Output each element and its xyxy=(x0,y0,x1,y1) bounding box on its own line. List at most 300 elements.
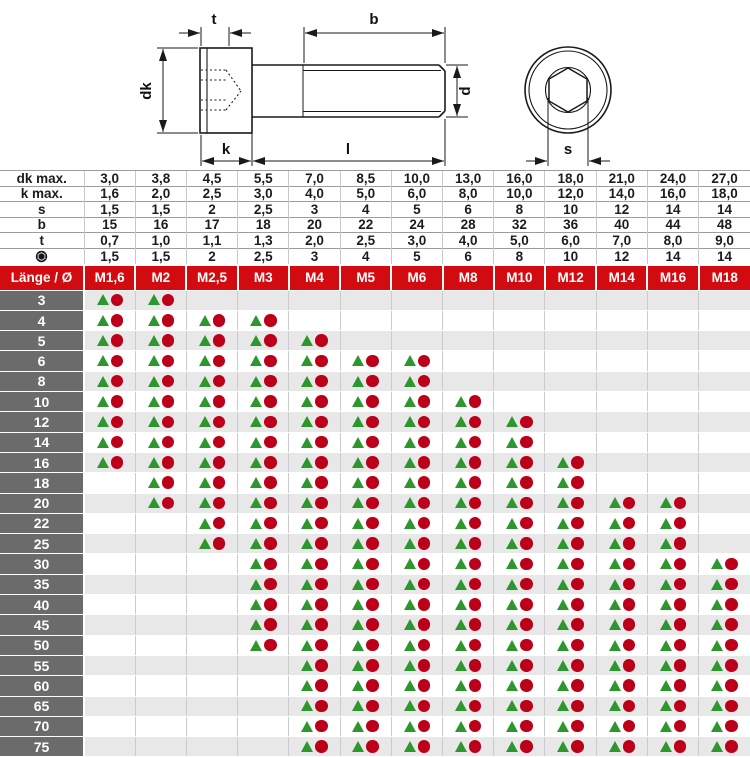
availability-cell xyxy=(699,655,750,675)
availability-markers xyxy=(660,618,687,631)
circle-icon xyxy=(725,578,738,591)
circle-icon xyxy=(418,700,431,713)
dimension-value: 14 xyxy=(699,248,750,264)
circle-icon xyxy=(315,558,328,571)
triangle-icon xyxy=(506,518,518,529)
availability-cell xyxy=(647,635,698,655)
circle-icon xyxy=(213,537,226,550)
circle-icon xyxy=(469,618,482,631)
availability-cell xyxy=(186,635,237,655)
dimension-label: dk max. xyxy=(0,171,84,187)
length-label: 75 xyxy=(0,737,84,757)
availability-cell xyxy=(545,655,596,675)
availability-cell xyxy=(135,331,186,351)
availability-markers xyxy=(660,517,687,530)
dimension-value: 18,0 xyxy=(699,186,750,202)
availability-cell xyxy=(596,310,647,330)
dimension-value: 6,0 xyxy=(545,233,596,249)
availability-cell xyxy=(340,655,391,675)
availability-cell xyxy=(647,371,698,391)
dimension-label-icon-cell xyxy=(0,248,84,264)
triangle-icon xyxy=(97,376,109,387)
length-row xyxy=(0,432,750,452)
length-label: 40 xyxy=(0,595,84,615)
availability-cell xyxy=(443,331,494,351)
availability-markers xyxy=(301,355,328,368)
size-column-header: M4 xyxy=(289,265,340,291)
triangle-icon xyxy=(455,497,467,508)
availability-markers xyxy=(404,416,431,429)
triangle-icon xyxy=(711,599,723,610)
availability-markers xyxy=(660,578,687,591)
length-label: 50 xyxy=(0,635,84,655)
availability-cell xyxy=(238,432,289,452)
dimension-value: 12 xyxy=(596,248,647,264)
circle-icon xyxy=(366,558,379,571)
triangle-icon xyxy=(352,700,364,711)
triangle-icon xyxy=(97,396,109,407)
availability-cell xyxy=(699,412,750,432)
triangle-icon xyxy=(352,497,364,508)
availability-cell xyxy=(545,737,596,757)
triangle-icon xyxy=(455,477,467,488)
availability-markers xyxy=(506,639,533,652)
availability-markers xyxy=(352,476,379,489)
triangle-icon xyxy=(455,660,467,671)
triangle-icon xyxy=(506,741,518,752)
availability-cell xyxy=(596,737,647,757)
dimension-value: 18,0 xyxy=(545,171,596,187)
availability-cell xyxy=(84,655,135,675)
triangle-icon xyxy=(250,335,262,346)
triangle-icon xyxy=(404,376,416,387)
availability-markers xyxy=(660,558,687,571)
availability-cell xyxy=(443,615,494,635)
circle-icon xyxy=(520,659,533,672)
availability-cell xyxy=(699,310,750,330)
availability-markers xyxy=(97,294,124,307)
availability-cell xyxy=(647,574,698,594)
triangle-icon xyxy=(506,660,518,671)
triangle-icon xyxy=(609,640,621,651)
availability-cell xyxy=(340,574,391,594)
circle-icon xyxy=(315,659,328,672)
circle-icon xyxy=(520,558,533,571)
circle-icon xyxy=(366,618,379,631)
availability-markers xyxy=(352,578,379,591)
triangle-icon xyxy=(250,416,262,427)
triangle-icon xyxy=(148,335,160,346)
availability-cell xyxy=(186,615,237,635)
length-label: 4 xyxy=(0,310,84,330)
availability-cell xyxy=(699,615,750,635)
availability-cell xyxy=(186,371,237,391)
availability-cell xyxy=(494,635,545,655)
dimension-row xyxy=(0,233,750,249)
triangle-icon xyxy=(455,741,467,752)
availability-cell xyxy=(545,290,596,310)
dimension-value: 6 xyxy=(443,202,494,218)
availability-markers xyxy=(199,334,226,347)
triangle-icon xyxy=(97,335,109,346)
circle-icon xyxy=(571,537,584,550)
availability-markers xyxy=(506,436,533,449)
availability-cell xyxy=(238,473,289,493)
availability-cell xyxy=(494,290,545,310)
availability-cell xyxy=(186,554,237,574)
dimension-label: b xyxy=(0,217,84,233)
triangle-icon xyxy=(660,538,672,549)
dimension-value: 24 xyxy=(391,217,442,233)
dimension-value: 24,0 xyxy=(647,171,698,187)
availability-markers xyxy=(609,598,636,611)
availability-markers xyxy=(404,395,431,408)
availability-cell xyxy=(443,554,494,574)
availability-cell xyxy=(238,676,289,696)
triangle-icon xyxy=(148,376,160,387)
dimension-table-body xyxy=(0,171,750,265)
dimension-value: 10,0 xyxy=(494,186,545,202)
availability-markers xyxy=(660,720,687,733)
triangle-icon xyxy=(148,355,160,366)
triangle-icon xyxy=(455,416,467,427)
triangle-icon xyxy=(557,579,569,590)
circle-icon xyxy=(418,456,431,469)
availability-markers xyxy=(660,497,687,510)
size-column-header: M14 xyxy=(596,265,647,291)
screw-side-view xyxy=(200,48,445,133)
triangle-icon xyxy=(148,416,160,427)
availability-cell xyxy=(238,290,289,310)
availability-cell xyxy=(391,452,442,472)
availability-markers xyxy=(506,497,533,510)
screw-shaft xyxy=(252,65,445,117)
availability-markers xyxy=(352,456,379,469)
size-column-header: M8 xyxy=(443,265,494,291)
availability-markers xyxy=(660,679,687,692)
dimension-value: 15 xyxy=(84,217,135,233)
triangle-icon xyxy=(455,558,467,569)
availability-markers xyxy=(455,537,482,550)
triangle-icon xyxy=(404,538,416,549)
availability-cell xyxy=(186,290,237,310)
triangle-icon xyxy=(250,640,262,651)
length-label: 45 xyxy=(0,615,84,635)
triangle-icon xyxy=(250,457,262,468)
availability-markers xyxy=(609,537,636,550)
dimension-value: 5 xyxy=(391,202,442,218)
triangle-icon xyxy=(199,497,211,508)
availability-markers xyxy=(557,618,584,631)
availability-cell xyxy=(494,473,545,493)
availability-cell xyxy=(494,696,545,716)
availability-cell xyxy=(443,371,494,391)
triangle-icon xyxy=(455,518,467,529)
triangle-icon xyxy=(557,741,569,752)
circle-icon xyxy=(674,578,687,591)
circle-icon xyxy=(213,334,226,347)
triangle-icon xyxy=(660,680,672,691)
availability-markers xyxy=(455,720,482,733)
triangle-icon xyxy=(404,457,416,468)
dimension-value: 10 xyxy=(545,202,596,218)
availability-markers xyxy=(148,416,175,429)
circle-icon xyxy=(571,476,584,489)
dimension-value: 2 xyxy=(186,202,237,218)
dimension-value: 6,0 xyxy=(391,186,442,202)
triangle-icon xyxy=(557,660,569,671)
triangle-icon xyxy=(404,396,416,407)
availability-cell xyxy=(289,310,340,330)
triangle-icon xyxy=(301,640,313,651)
availability-cell xyxy=(135,392,186,412)
availability-cell xyxy=(340,351,391,371)
availability-cell xyxy=(84,452,135,472)
availability-cell xyxy=(391,290,442,310)
triangle-icon xyxy=(557,619,569,630)
dimension-value: 10,0 xyxy=(391,171,442,187)
length-row xyxy=(0,513,750,533)
triangle-icon xyxy=(199,355,211,366)
availability-markers xyxy=(97,314,124,327)
dimension-value: 48 xyxy=(699,217,750,233)
circle-icon xyxy=(674,720,687,733)
triangle-icon xyxy=(97,315,109,326)
dimension-value: 3,0 xyxy=(84,171,135,187)
screw-end-view xyxy=(525,47,611,133)
availability-cell xyxy=(289,676,340,696)
circle-icon xyxy=(315,395,328,408)
availability-cell xyxy=(699,392,750,412)
dimension-value: 3 xyxy=(289,202,340,218)
availability-markers xyxy=(301,476,328,489)
dimension-value: 16,0 xyxy=(494,171,545,187)
circle-icon xyxy=(315,679,328,692)
dimension-value: 8,5 xyxy=(340,171,391,187)
availability-markers xyxy=(301,416,328,429)
dimension-value: 1,3 xyxy=(238,233,289,249)
circle-icon xyxy=(111,375,124,388)
dimension-value: 1,5 xyxy=(84,248,135,264)
dimension-value: 12,0 xyxy=(545,186,596,202)
availability-cell xyxy=(494,534,545,554)
availability-cell xyxy=(238,716,289,736)
length-row xyxy=(0,371,750,391)
triangle-icon xyxy=(506,680,518,691)
availability-cell xyxy=(135,676,186,696)
dimension-value: 4,0 xyxy=(443,233,494,249)
availability-markers xyxy=(250,537,277,550)
circle-icon xyxy=(469,598,482,611)
availability-cell xyxy=(135,737,186,757)
circle-icon xyxy=(213,395,226,408)
triangle-icon xyxy=(711,640,723,651)
availability-cell xyxy=(699,676,750,696)
availability-cell xyxy=(494,554,545,574)
triangle-icon xyxy=(455,640,467,651)
dimension-value: 18 xyxy=(238,217,289,233)
circle-icon xyxy=(571,497,584,510)
availability-markers xyxy=(250,476,277,489)
triangle-icon xyxy=(557,599,569,610)
availability-markers xyxy=(199,314,226,327)
triangle-icon xyxy=(301,376,313,387)
dimension-value: 1,5 xyxy=(135,248,186,264)
triangle-icon xyxy=(455,721,467,732)
triangle-icon xyxy=(301,437,313,448)
availability-cell xyxy=(84,392,135,412)
circle-icon xyxy=(520,578,533,591)
availability-cell xyxy=(238,737,289,757)
availability-cell xyxy=(443,452,494,472)
availability-cell xyxy=(186,310,237,330)
triangle-icon xyxy=(301,518,313,529)
circle-icon xyxy=(418,598,431,611)
availability-cell xyxy=(391,351,442,371)
circle-icon xyxy=(571,659,584,672)
circle-icon xyxy=(571,720,584,733)
availability-cell xyxy=(289,696,340,716)
dimension-value: 2,5 xyxy=(238,202,289,218)
availability-cell xyxy=(391,635,442,655)
dimension-value: 4,0 xyxy=(289,186,340,202)
availability-cell xyxy=(135,716,186,736)
availability-markers xyxy=(404,456,431,469)
circle-icon xyxy=(366,436,379,449)
availability-cell xyxy=(84,534,135,554)
length-label: 22 xyxy=(0,513,84,533)
triangle-icon xyxy=(506,558,518,569)
length-label: 6 xyxy=(0,351,84,371)
availability-markers xyxy=(557,700,584,713)
triangle-icon xyxy=(250,376,262,387)
circle-icon xyxy=(111,456,124,469)
availability-markers xyxy=(250,436,277,449)
availability-cell xyxy=(545,452,596,472)
circle-icon xyxy=(520,537,533,550)
availability-markers xyxy=(455,436,482,449)
circle-icon xyxy=(623,700,636,713)
availability-cell xyxy=(596,635,647,655)
circle-icon xyxy=(418,355,431,368)
dimension-value: 3,0 xyxy=(391,233,442,249)
availability-cell xyxy=(186,513,237,533)
availability-markers xyxy=(199,355,226,368)
triangle-icon xyxy=(660,700,672,711)
dimension-row xyxy=(0,171,750,187)
availability-cell xyxy=(443,290,494,310)
circle-icon xyxy=(162,416,175,429)
availability-cell xyxy=(699,534,750,554)
dim-label-dk: dk xyxy=(138,82,155,100)
triangle-icon xyxy=(557,640,569,651)
availability-markers xyxy=(711,639,738,652)
dimension-value: 9,0 xyxy=(699,233,750,249)
circle-icon xyxy=(469,578,482,591)
availability-cell xyxy=(340,716,391,736)
availability-cell xyxy=(340,595,391,615)
triangle-icon xyxy=(97,416,109,427)
circle-icon xyxy=(213,314,226,327)
availability-cell xyxy=(289,534,340,554)
availability-markers xyxy=(250,355,277,368)
availability-markers xyxy=(250,314,277,327)
triangle-icon xyxy=(301,660,313,671)
dimension-value: 10 xyxy=(545,248,596,264)
dimension-value: 12 xyxy=(596,202,647,218)
length-row xyxy=(0,615,750,635)
triangle-icon xyxy=(455,599,467,610)
availability-cell xyxy=(443,595,494,615)
triangle-icon xyxy=(660,660,672,671)
circle-icon xyxy=(366,517,379,530)
length-label: 5 xyxy=(0,331,84,351)
circle-icon xyxy=(315,456,328,469)
triangle-icon xyxy=(609,660,621,671)
availability-cell xyxy=(596,696,647,716)
triangle-icon xyxy=(711,741,723,752)
circle-icon xyxy=(264,537,277,550)
triangle-icon xyxy=(711,680,723,691)
size-column-header: M1,6 xyxy=(84,265,135,291)
length-label: 18 xyxy=(0,473,84,493)
availability-cell xyxy=(340,493,391,513)
triangle-icon xyxy=(404,660,416,671)
triangle-icon xyxy=(250,437,262,448)
triangle-icon xyxy=(250,599,262,610)
availability-markers xyxy=(609,639,636,652)
availability-cell xyxy=(647,595,698,615)
triangle-icon xyxy=(609,599,621,610)
availability-cell xyxy=(84,676,135,696)
circle-icon xyxy=(571,679,584,692)
availability-cell xyxy=(494,716,545,736)
availability-cell xyxy=(135,554,186,574)
triangle-icon xyxy=(301,335,313,346)
length-label: 35 xyxy=(0,574,84,594)
circle-icon xyxy=(264,436,277,449)
circle-icon xyxy=(315,598,328,611)
availability-markers xyxy=(301,700,328,713)
availability-markers xyxy=(506,679,533,692)
triangle-icon xyxy=(301,416,313,427)
circle-icon xyxy=(264,618,277,631)
availability-cell xyxy=(647,473,698,493)
availability-cell xyxy=(340,676,391,696)
availability-cell xyxy=(340,452,391,472)
availability-cell xyxy=(699,432,750,452)
circle-icon xyxy=(162,456,175,469)
availability-cell xyxy=(647,513,698,533)
circle-icon xyxy=(469,456,482,469)
circle-icon xyxy=(418,436,431,449)
availability-markers xyxy=(148,497,175,510)
circle-icon xyxy=(623,558,636,571)
availability-markers xyxy=(301,537,328,550)
triangle-icon xyxy=(404,355,416,366)
size-column-header: M2 xyxy=(135,265,186,291)
circle-icon xyxy=(623,537,636,550)
availability-cell xyxy=(443,310,494,330)
circle-icon xyxy=(674,618,687,631)
availability-cell xyxy=(545,392,596,412)
availability-cell xyxy=(391,392,442,412)
circle-icon xyxy=(469,537,482,550)
dimension-value: 36 xyxy=(545,217,596,233)
availability-markers xyxy=(352,375,379,388)
circle-icon xyxy=(623,517,636,530)
availability-markers xyxy=(250,618,277,631)
